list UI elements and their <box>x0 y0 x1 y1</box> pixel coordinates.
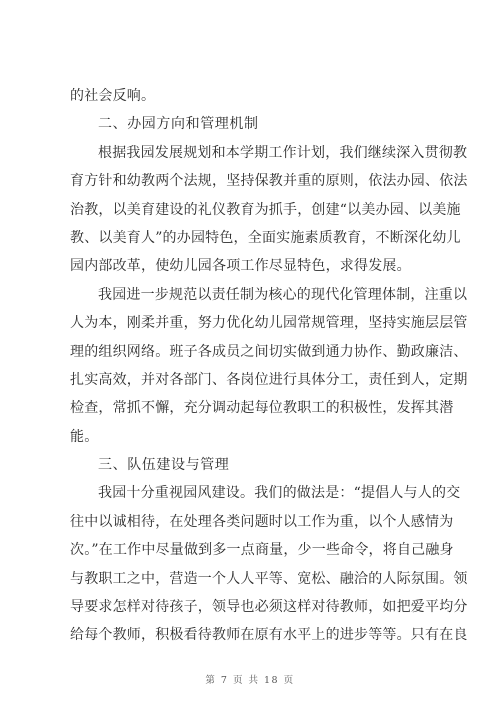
paragraph-line: 育方针和幼教两个法规，坚持保教并重的原则，依法办园、依法 <box>70 173 468 190</box>
paragraph-line: 园内部改革，使幼儿园各项工作尽显特色，求得发展。 <box>70 258 411 275</box>
paragraph-line: 与教职工之中，营造一个人人平等、宽松、融洽的人际氛围。领 <box>70 570 468 587</box>
paragraph-line: 教、以美育人”的办园特色，全面实施素质教育，不断深化幼儿 <box>70 229 461 246</box>
paragraph-line: 往中以诚相待，在处理各类问题时以工作为重，以个人感情为 <box>70 513 454 530</box>
paragraph-line: 治教，以美育建设的礼仪教育为抓手，创建“以美办园、以美施 <box>70 201 461 218</box>
document-body <box>70 82 468 650</box>
paragraph-line: 导要求怎样对待孩子，领导也必须这样对待教师，如把爱平均分 <box>70 599 468 616</box>
paragraph-line: 的社会反响。 <box>70 88 156 104</box>
section-heading: 二、办园方向和管理机制 <box>98 116 259 133</box>
paragraph-line: 理的组织网络。班子各成员之间切实做到通力协作、勤政廉洁、 <box>70 343 468 360</box>
paragraph-line: 我园十分重视园风建设。我们的做法是：“提倡人与人的交 <box>98 485 461 502</box>
paragraph-line: 根据我园发展规划和本学期工作计划，我们继续深入贯彻教 <box>98 144 468 161</box>
section-heading: 三、队伍建设与管理 <box>98 457 230 474</box>
paragraph-line: 扎实高效，并对各部门、各岗位进行具体分工，责任到人，定期 <box>70 371 468 388</box>
paragraph-line: 次。”在工作中尽量做到多一点商量，少一些命令，将自己融身 <box>70 542 454 559</box>
paragraph-line: 能。 <box>70 428 99 445</box>
paragraph-line: 人为本，刚柔并重，努力优化幼儿园常规管理，坚持实施层层管 <box>70 315 468 332</box>
paragraph-line: 给每个教师，积极看待教师在原有水平上的进步等等。只有在良 <box>70 627 468 644</box>
page-number: 第 7 页 共 18 页 <box>205 675 295 686</box>
paragraph-line: 检查，常抓不懈，充分调动起每位教职工的积极性，发挥其潜 <box>70 400 454 417</box>
paragraph-line: 我园进一步规范以责任制为核心的现代化管理体制，注重以 <box>98 286 468 303</box>
